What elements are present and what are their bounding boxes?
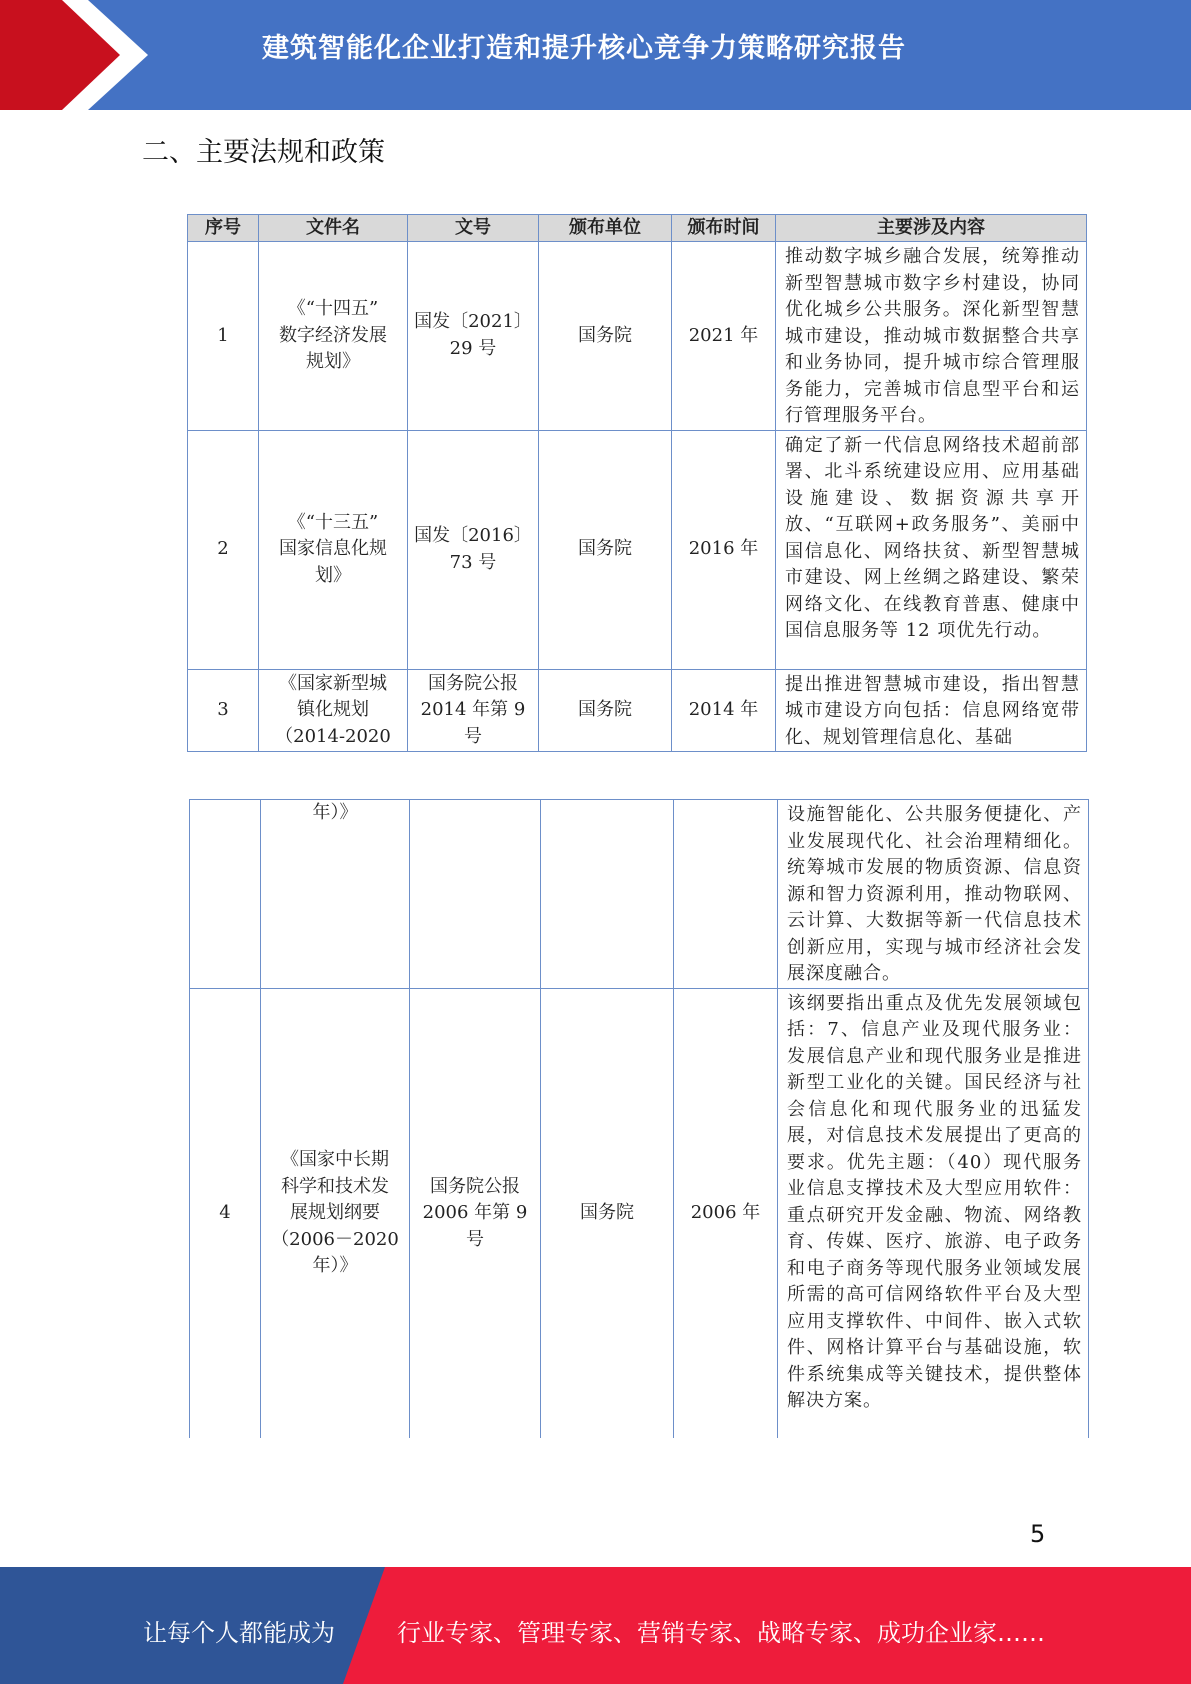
document-number: 国发〔2016〕 73 号 [408,430,539,669]
document-title: 建筑智能化企业打造和提升核心竞争力策略研究报告 [262,33,906,64]
column-header-content: 主要涉及内容 [776,215,1087,242]
section-heading: 二、主要法规和政策 [142,137,385,168]
table-header-row [188,215,1087,242]
footer-slogan-right: 行业专家、管理专家、营销专家、战略专家、成功企业家…… [397,1619,1045,1647]
page-header [0,0,1191,110]
main-content: 推动数字城乡融合发展，统筹推动新型智慧城市数字乡村建设，协同优化城乡公共服务。深化新型智慧城市建设，推动城市数据整合共享和业务协同，提升城市综合管理服务能力，完善城市信息型平台和运行管理服务平台。 [776,242,1087,431]
page-number: 5 [1030,1520,1046,1548]
column-header-doc-no: 文号 [408,215,539,242]
file-name: 《国家新型城 镇化规划 （2014-2020 [259,669,408,752]
main-content: 该纲要指出重点及优先发展领域包括：7、信息产业及现代服务业：发展信息产业和现代服务业是推进新型工业化的关键。国民经济与社会信息化和现代服务业的迅猛发展，对信息技术发展提出了更高的要求。优先主题：（40）现代服务业信息支撑技术及大型应用软件：重点研究开发金融、物流、网络教育、传媒、医疗、旅游、电子政务和电子商务等现代服务业领域发展所需的高可信网络软件平台及大型应用支撑软件、中间件、嵌入式软件、网格计算平台与基础设施，软件系统集成等关键技术，提供整体解决方案。 [778,988,1089,1438]
main-content-continued: 设施智能化、公共服务便捷化、产业发展现代化、社会治理精细化。统筹城市发展的物质资源、信息资源和智力资源利用，推动物联网、云计算、大数据等新一代信息技术创新应用，实现与城市经济社会发展深度融合。 [778,800,1089,989]
document-number: 国务院公报 2014 年第 9 号 [408,669,539,752]
policy-table-part-2 [189,799,1089,1438]
file-name-continued: 年）》 [261,800,410,989]
issue-year: 2014 年 [672,669,776,752]
document-number: 国发〔2021〕 29 号 [408,242,539,431]
column-header-name: 文件名 [259,215,408,242]
column-header-issuer: 颁布单位 [539,215,672,242]
row-number: 1 [188,242,259,431]
file-name: 《“十三五” 国家信息化规 划》 [259,430,408,669]
issue-year: 2021 年 [672,242,776,431]
issuer: 国务院 [539,242,672,431]
table-row [188,430,1087,669]
page-footer [0,1567,1191,1684]
main-content: 提出推进智慧城市建设，指出智慧城市建设方向包括：信息网络宽带化、规划管理信息化、基础 [776,669,1087,752]
row-number: 4 [190,988,261,1438]
column-header-no: 序号 [188,215,259,242]
issue-year: 2006 年 [674,988,778,1438]
table-row [188,669,1087,752]
document-number: 国务院公报 2006 年第 9 号 [410,988,541,1438]
column-header-year: 颁布时间 [672,215,776,242]
issuer: 国务院 [539,430,672,669]
file-name: 《国家中长期 科学和技术发 展规划纲要 （2006－2020 年）》 [261,988,410,1438]
issuer: 国务院 [541,988,674,1438]
row-number: 2 [188,430,259,669]
main-content: 确定了新一代信息网络技术超前部署、北斗系统建设应用、应用基础设施建设、数据资源共享开放、“互联网+政务服务”、美丽中国信息化、网络扶贫、新型智慧城市建设、网上丝绸之路建设、繁荣网络文化、在线教育普惠、健康中国信息服务等 12 项优先行动。 [776,430,1087,669]
file-name: 《“十四五” 数字经济发展 规划》 [259,242,408,431]
row-number: 3 [188,669,259,752]
table-row [188,242,1087,431]
table-row [190,988,1089,1438]
table-row-continued [190,800,1089,989]
issue-year: 2016 年 [672,430,776,669]
footer-slogan-left: 让每个人都能成为 [143,1619,335,1647]
policy-table-part-1 [187,214,1087,752]
header-arrow-decoration [0,0,160,110]
issuer: 国务院 [539,669,672,752]
